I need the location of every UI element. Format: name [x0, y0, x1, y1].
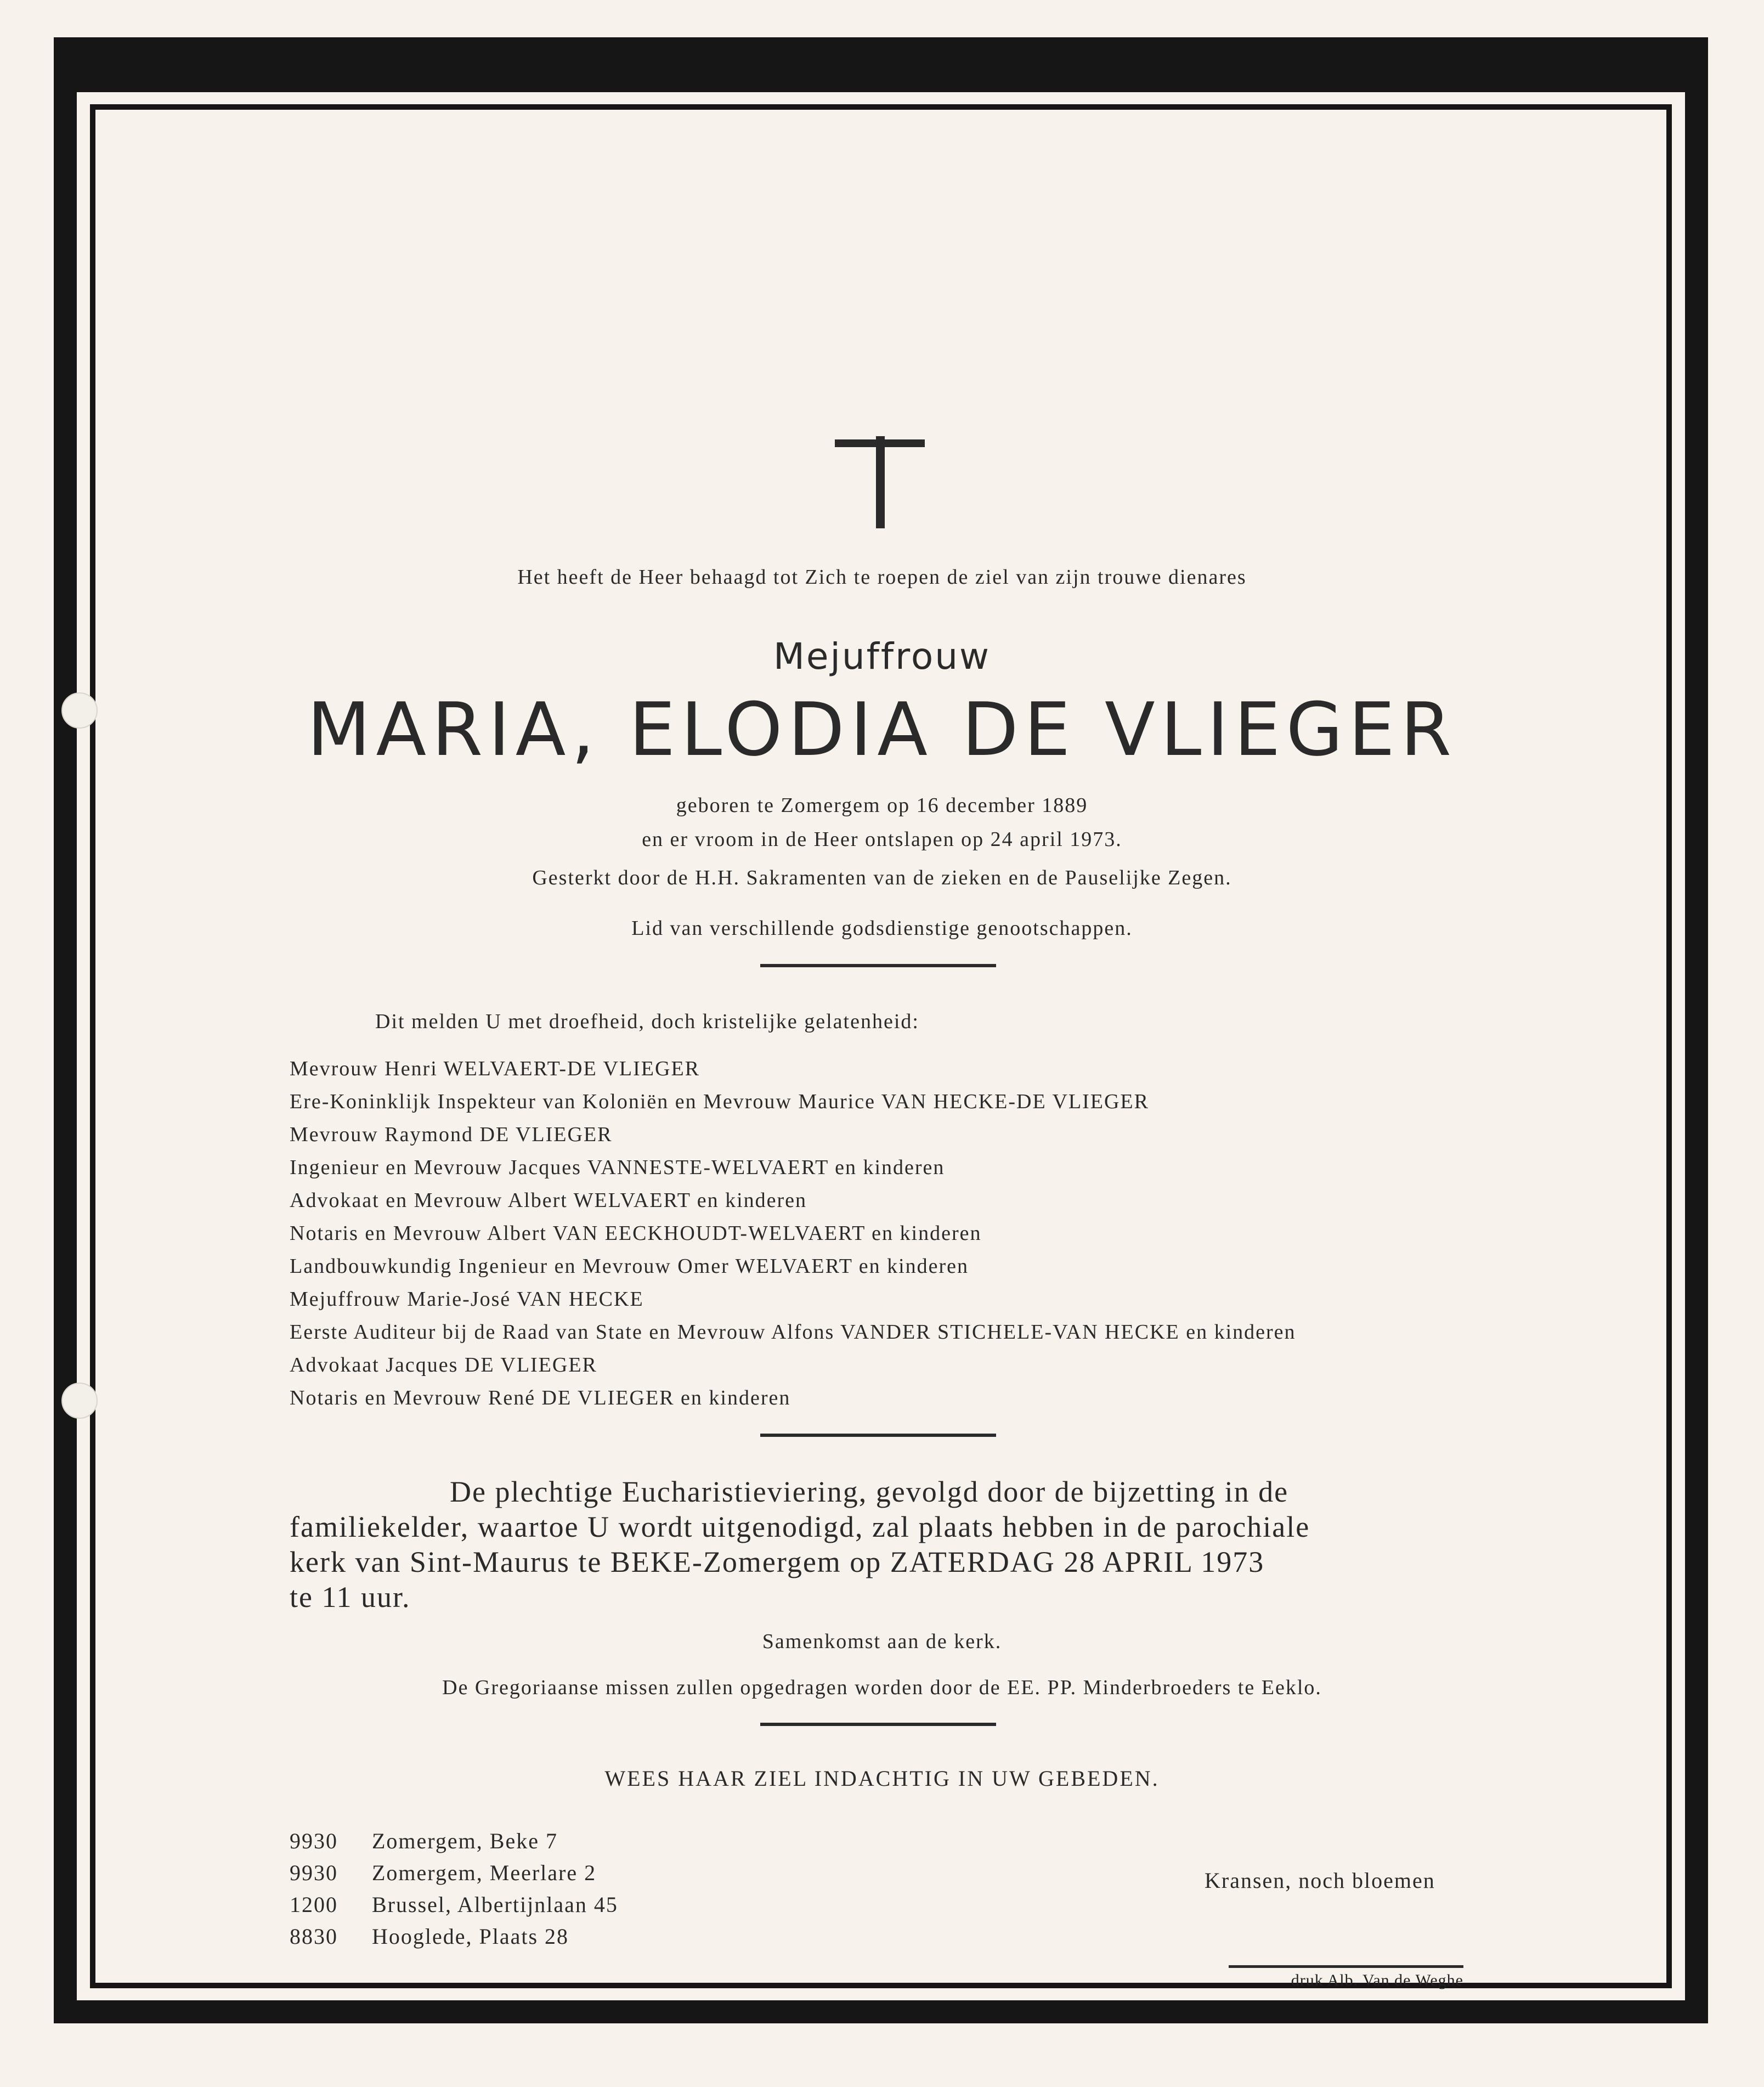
- family-member: Notaris en Mevrouw René DE VLIEGER en kinderen: [290, 1386, 791, 1409]
- divider: [760, 1723, 996, 1726]
- ceremony-line: familiekelder, waartoe U wordt uitgenodigd, zal plaats hebben in de parochiale: [290, 1510, 1310, 1543]
- cross-icon: [876, 436, 885, 528]
- family-member: Mevrouw Henri WELVAERT-DE VLIEGER: [290, 1057, 700, 1080]
- family-member: Advokaat en Mevrouw Albert WELVAERT en kinderen: [290, 1189, 807, 1212]
- meeting-line: Samenkomst aan de kerk.: [762, 1630, 1002, 1653]
- punch-hole-bottom: [61, 1383, 98, 1419]
- divider: [760, 964, 996, 967]
- birth-line: geboren te Zomergem op 16 december 1889: [676, 794, 1088, 817]
- family-member: Mevrouw Raymond DE VLIEGER: [290, 1123, 613, 1146]
- divider: [760, 1434, 996, 1437]
- honorific: Mejuffrouw: [773, 635, 991, 678]
- masses-line: De Gregoriaanse missen zullen opgedragen worden door de EE. PP. Minderbroeders te Eeklo.: [442, 1676, 1322, 1699]
- prayer-line: WEES HAAR ZIEL INDACHTIG IN UW GEBEDEN.: [604, 1766, 1160, 1791]
- ceremony-line: De plechtige Eucharistieviering, gevolgd door de bijzetting in de: [450, 1475, 1289, 1508]
- sacraments-line: Gesterkt door de H.H. Sakramenten van de zieken en de Pauselijke Zegen.: [532, 866, 1232, 889]
- flowers-note: Kransen, noch bloemen: [1205, 1868, 1435, 1893]
- address-line: 1200 Brussel, Albertijnlaan 45: [290, 1892, 618, 1917]
- family-member: Mejuffrouw Marie-José VAN HECKE: [290, 1288, 644, 1311]
- address-line: 8830 Hooglede, Plaats 28: [290, 1924, 569, 1949]
- ceremony-line: te 11 uur.: [290, 1581, 411, 1614]
- family-member: Landbouwkundig Ingenieur en Mevrouw Omer WELVAERT en kinderen: [290, 1255, 969, 1278]
- death-line: en er vroom in de Heer ontslapen op 24 april 1973.: [642, 828, 1122, 851]
- membership-line: Lid van verschillende godsdienstige genootschappen.: [631, 917, 1133, 940]
- deceased-name: MARIA, ELODIA DE VLIEGER: [307, 687, 1457, 772]
- family-member: Ere-Koninklijk Inspekteur van Koloniën en Mevrouw Maurice VAN HECKE-DE VLIEGER: [290, 1090, 1149, 1113]
- cross-icon-bar: [835, 439, 925, 447]
- announcement: Dit melden U met droefheid, doch kristelijke gelatenheid:: [375, 1010, 919, 1033]
- family-member: Ingenieur en Mevrouw Jacques VANNESTE-WELVAERT en kinderen: [290, 1156, 945, 1179]
- family-member: Notaris en Mevrouw Albert VAN EECKHOUDT-WELVAERT en kinderen: [290, 1222, 982, 1245]
- family-member: Advokaat Jacques DE VLIEGER: [290, 1353, 597, 1377]
- printer-credit: druk Alb. Van de Weghe: [1229, 1965, 1463, 1990]
- address-line: 9930 Zomergem, Meerlare 2: [290, 1860, 597, 1885]
- address-line: 9930 Zomergem, Beke 7: [290, 1829, 558, 1853]
- ceremony-line: kerk van Sint-Maurus te BEKE-Zomergem op ZATERDAG 28 APRIL 1973: [290, 1545, 1265, 1578]
- border-gap: [77, 92, 1685, 2000]
- intro-text: Het heeft de Heer behaagd tot Zich te roepen de ziel van zijn trouwe dienares: [517, 566, 1247, 589]
- family-member: Eerste Auditeur bij de Raad van State en Mevrouw Alfons VANDER STICHELE-VAN HECKE en kinderen: [290, 1321, 1296, 1344]
- inner-border: [90, 104, 1672, 1988]
